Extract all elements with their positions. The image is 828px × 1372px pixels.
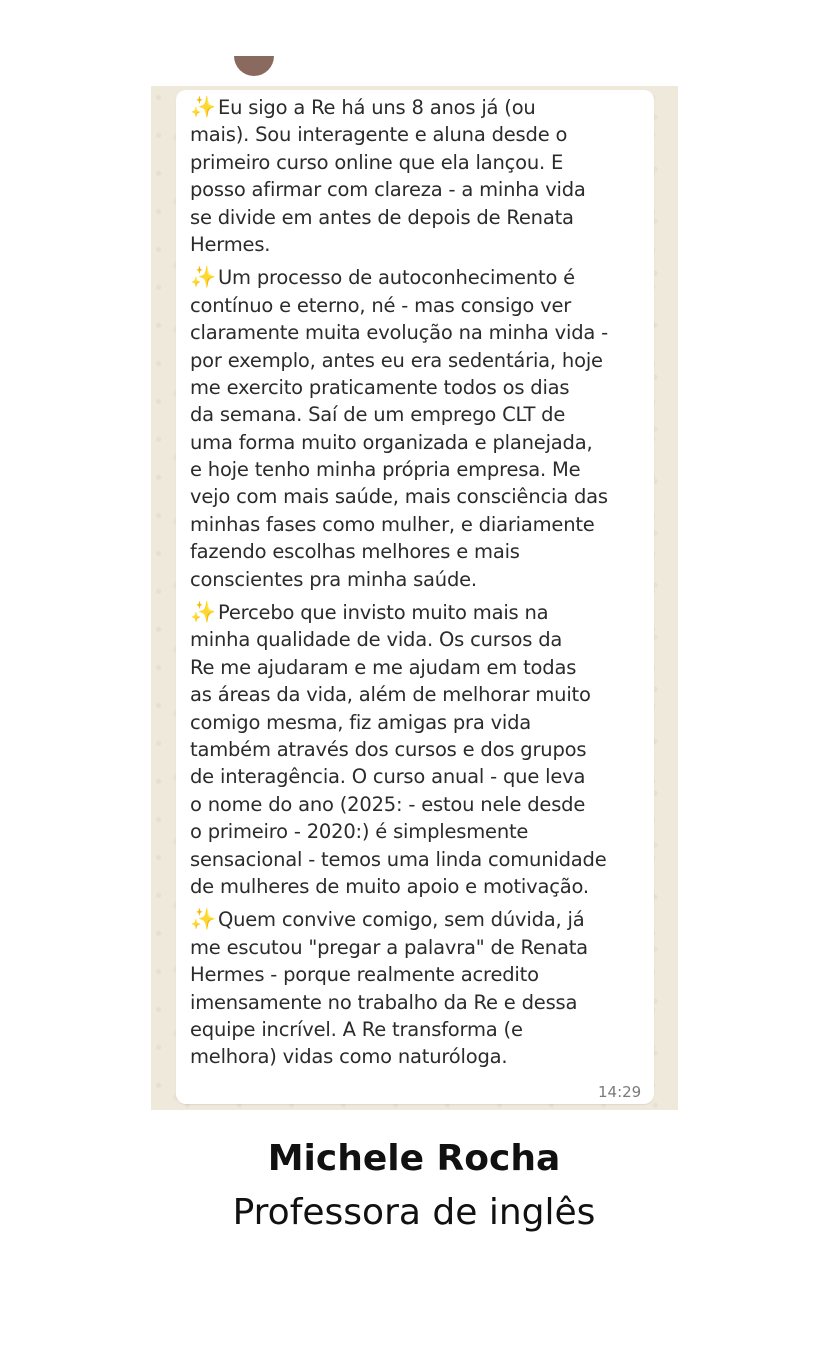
message-line-text: e hoje tenho minha própria empresa. Me (190, 458, 581, 482)
message-line (190, 566, 650, 593)
message-line-text: claramente muita evolução na minha vida - (190, 321, 608, 345)
message-line (190, 934, 650, 961)
message-line-text: o nome do ano (2025: - estou nele desde (190, 792, 586, 816)
message-line-text: primeiro curso online que ela lançou. E (190, 150, 564, 174)
author-name: Michele Rocha (267, 1138, 561, 1179)
message-line (190, 681, 650, 708)
message-line-text: também através dos cursos e dos grupos (190, 737, 587, 761)
message-line (190, 791, 650, 818)
message-line (190, 176, 650, 203)
message-line-text: de mulheres de muito apoio e motivação. (190, 874, 589, 898)
message-line-text: comigo mesma, fiz amigas pra vida (190, 710, 532, 734)
sparkles-icon: ✨ (190, 907, 216, 932)
message-line-text: Hermes. (190, 232, 271, 256)
message-line (190, 121, 650, 148)
message-line-text: Quem convive comigo, sem dúvida, já (217, 908, 585, 932)
message-line-text: contínuo e eterno, né - mas consigo ver (190, 293, 572, 317)
message-line (190, 846, 650, 873)
message-line (190, 1016, 650, 1043)
sparkles-icon: ✨ (190, 600, 216, 625)
sparkles-icon: ✨ (190, 95, 216, 119)
message-line-text: Um processo de autoconhecimento é (217, 266, 575, 290)
message-time: 14:29 (598, 1083, 642, 1101)
message-line (190, 873, 650, 900)
message-line (190, 374, 650, 401)
message-line-text: Eu sigo a Re há uns 8 anos já (ou (217, 96, 536, 119)
message-line-text: conscientes pra minha saúde. (190, 567, 477, 591)
message-line-text: da semana. Saí de um emprego CLT de (190, 403, 566, 427)
message-line (190, 626, 650, 653)
message-text (190, 94, 650, 1071)
message-line-text: posso afirmar com clareza - a minha vida (190, 178, 586, 202)
message-line (190, 709, 650, 736)
message-line (190, 538, 650, 565)
message-line (190, 483, 650, 510)
message-line (190, 204, 650, 231)
message-line (190, 654, 650, 681)
message-line-text: por exemplo, antes eu era sedentária, hoje (190, 348, 603, 372)
message-line (190, 961, 650, 988)
message-line (190, 231, 650, 258)
message-line (190, 818, 650, 845)
message-line-text: Hermes - porque realmente acredito (190, 963, 539, 987)
message-line-text: melhora) vidas como naturóloga. (190, 1045, 508, 1069)
message-line (190, 401, 650, 428)
message-line-text: fazendo escolhas melhores e mais (190, 540, 520, 564)
message-line (190, 347, 650, 374)
message-line (190, 989, 650, 1016)
message-line-text: de interagência. O curso anual - que leva (190, 765, 586, 789)
message-line (190, 264, 650, 291)
message-line-text: me exercito praticamente todos os dias (190, 375, 570, 399)
message-line-text: o primeiro - 2020:) é simplesmente (190, 820, 529, 844)
message-line (190, 599, 650, 626)
message-line-text: Re me ajudaram e me ajudam em todas (190, 655, 577, 679)
message-line-text: me escutou "pregar a palavra" de Renata (190, 935, 588, 959)
message-line (190, 763, 650, 790)
message-line (190, 511, 650, 538)
message-line (190, 1043, 650, 1070)
message-line (190, 456, 650, 483)
message-line-text: Percebo que invisto muito mais na (217, 601, 549, 625)
author-role: Professora de inglês (232, 1192, 596, 1233)
message-line (190, 94, 650, 121)
message-line-text: imensamente no trabalho da Re e dessa (190, 990, 578, 1014)
message-line (190, 319, 650, 346)
message-line-text: mais). Sou interagente e aluna desde o (190, 123, 568, 147)
message-line-text: se divide em antes de depois de Renata (190, 205, 574, 229)
avatar (234, 56, 274, 76)
message-line-text: minha qualidade de vida. Os cursos da (190, 628, 563, 652)
message-line (190, 736, 650, 763)
message-line-text: sensacional - temos uma linda comunidade (190, 847, 607, 871)
message-line (190, 149, 650, 176)
message-line (190, 906, 650, 933)
message-line-text: equipe incrível. A Re transforma (e (190, 1017, 523, 1041)
message-line (190, 429, 650, 456)
message-line-text: minhas fases como mulher, e diariamente (190, 512, 595, 536)
sparkles-icon: ✨ (190, 265, 216, 290)
message-line-text: uma forma muito organizada e planejada, (190, 430, 593, 454)
message-line-text: vejo com mais saúde, mais consciência das (190, 485, 608, 509)
message-line (190, 292, 650, 319)
message-line-text: as áreas da vida, além de melhorar muito (190, 683, 591, 707)
